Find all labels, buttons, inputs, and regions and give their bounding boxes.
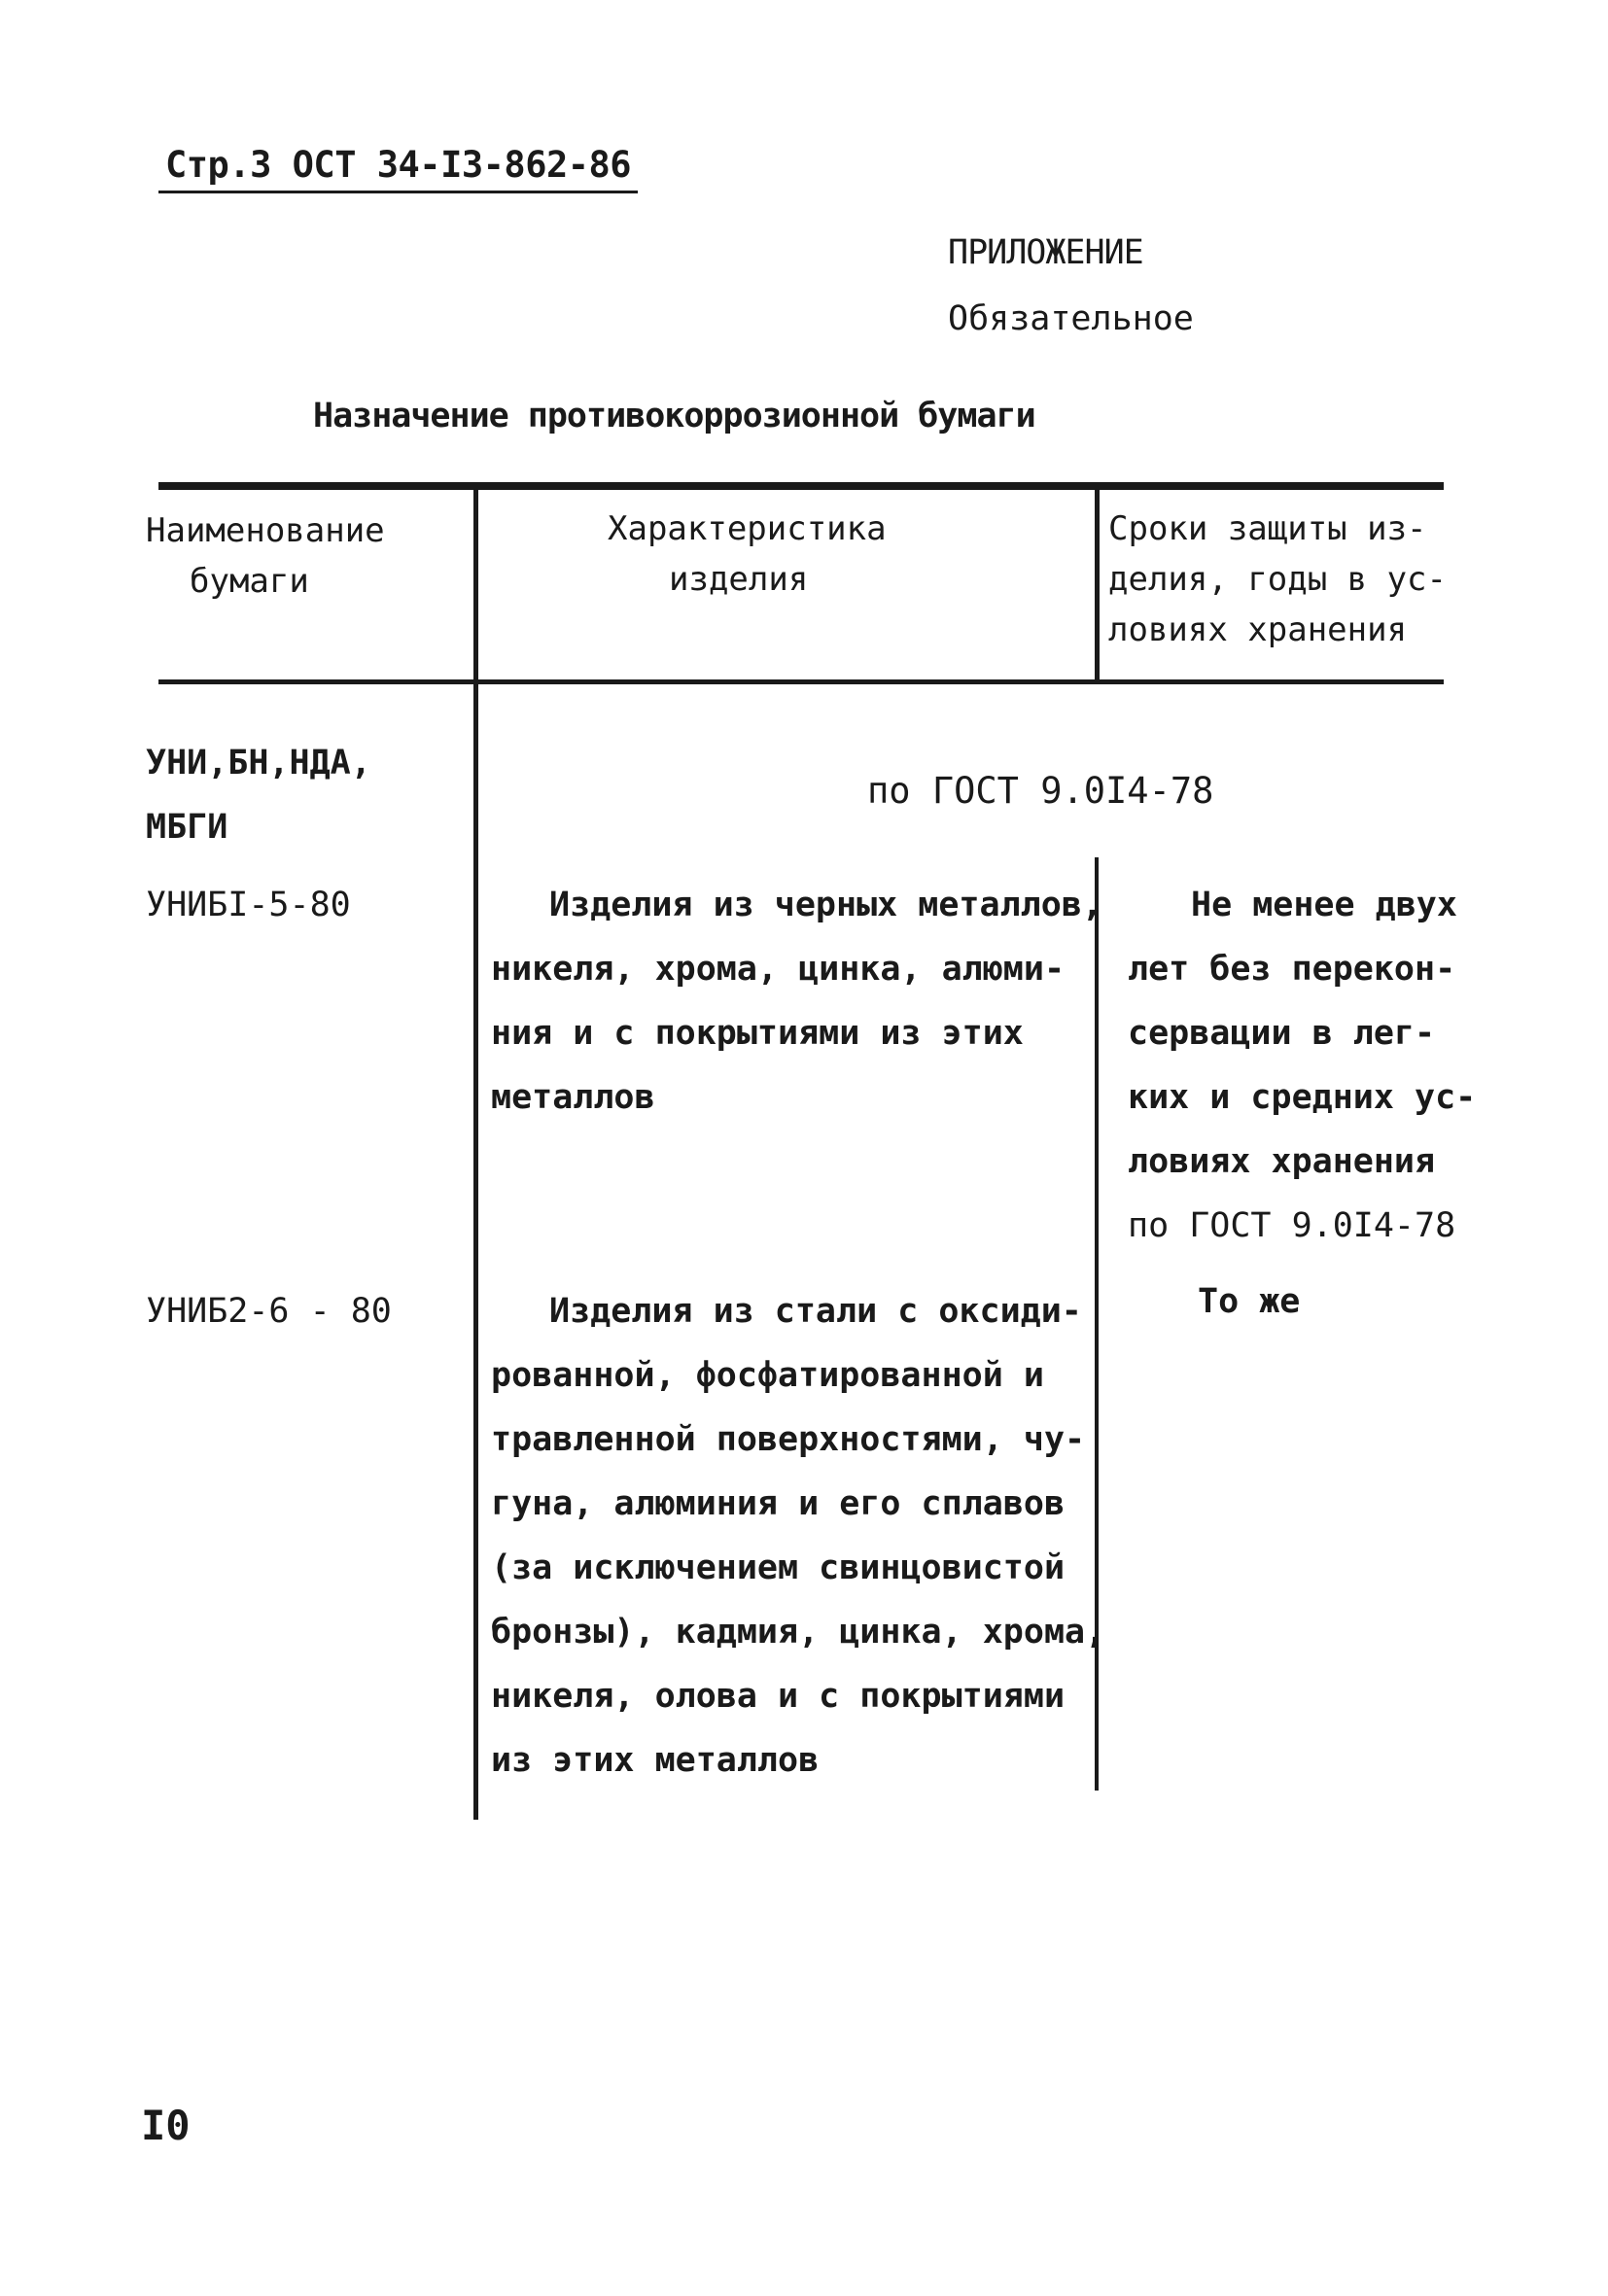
row-2-name: УНИБI-5-80: [146, 886, 351, 924]
row-3-characteristic-line-6: бронзы), кадмия, цинка, хрома,: [491, 1613, 1106, 1652]
row-3-characteristic-line-3: травленной поверхностями, чу-: [491, 1420, 1086, 1459]
column-header-term-line-3: ловиях хранения: [1108, 610, 1408, 649]
row-2-term-line-3: сервации в лег-: [1128, 1014, 1436, 1053]
row-2-term-line-2: лет без перекон-: [1128, 950, 1456, 989]
table-header-rule: [158, 679, 1444, 684]
column-header-term-line-1: Сроки защиты из-: [1108, 509, 1427, 548]
row-2-characteristic-line-2: никеля, хрома, цинка, алюми-: [491, 950, 1066, 989]
row-3-characteristic-line-5: (за исключением свинцовистой: [491, 1548, 1066, 1587]
row-3-name: УНИБ2-6 - 80: [146, 1292, 392, 1331]
row-2-characteristic-line-3: ния и с покрытиями из этих: [491, 1014, 1024, 1053]
column-header-characteristic-line-2: изделия: [669, 560, 809, 599]
appendix-status: Обязательное: [948, 299, 1194, 338]
row-1-name-line-2: МБГИ: [146, 808, 228, 847]
row-2-term-line-6: по ГОСТ 9.0I4-78: [1128, 1206, 1456, 1245]
row-3-characteristic-line-4: гуна, алюминия и его сплавов: [491, 1484, 1066, 1523]
table-top-rule: [158, 482, 1444, 490]
appendix-title: ПРИЛОЖЕНИЕ: [948, 233, 1143, 272]
column-header-name-line-2: бумаги: [190, 562, 309, 601]
row-2-characteristic-line-4: металлов: [491, 1078, 655, 1117]
row-3-characteristic-line-1: Изделия из стали с оксиди-: [549, 1292, 1082, 1331]
row-2-term-line-1: Не менее двух: [1191, 886, 1457, 924]
row-3-characteristic-line-2: рованной, фосфатированной и: [491, 1356, 1044, 1395]
row-3-characteristic-line-7: никеля, олова и с покрытиями: [491, 1677, 1066, 1716]
row-2-term-line-5: ловиях хранения: [1128, 1142, 1436, 1181]
row-3-characteristic-line-8: из этих металлов: [491, 1741, 820, 1780]
page-number: I0: [141, 2102, 191, 2149]
row-1-name-line-1: УНИ,БН,НДА,: [146, 744, 371, 783]
column-header-characteristic-line-1: Характеристика: [608, 509, 887, 548]
column-header-name-line-1: Наименование: [146, 511, 385, 550]
row-1-merged-cell: по ГОСТ 9.0I4-78: [867, 770, 1214, 812]
row-3-term: То же: [1198, 1282, 1301, 1321]
document-reference: Стр.3 ОСТ 34-I3-862-86: [165, 144, 632, 186]
table-column-divider-1: [473, 490, 478, 1820]
column-header-term-line-2: делия, годы в ус-: [1108, 560, 1447, 599]
row-2-term-line-4: ких и средних ус-: [1128, 1078, 1477, 1117]
row-2-characteristic-line-1: Изделия из черных металлов,: [549, 886, 1102, 924]
header-underline: [158, 191, 638, 193]
table-title: Назначение противокоррозионной бумаги: [313, 397, 1035, 435]
table-column-divider-2-header: [1095, 490, 1100, 682]
